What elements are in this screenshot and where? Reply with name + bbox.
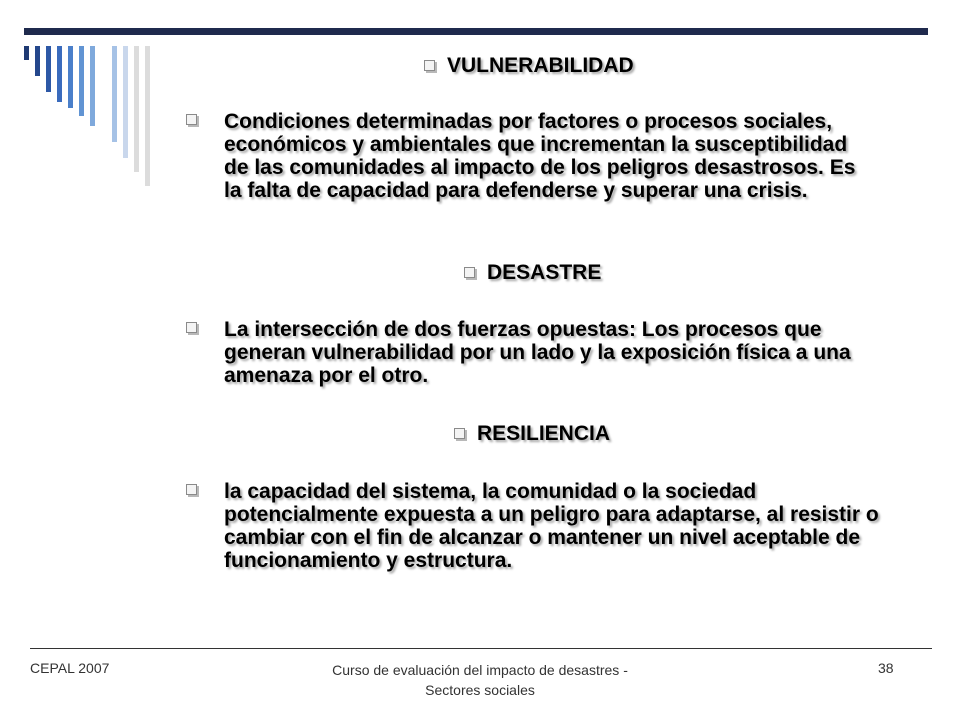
square-bullet-icon [424,60,435,71]
decorative-stripe [112,46,117,142]
decorative-stripe [90,46,95,126]
heading-desastre [464,261,601,284]
heading-resiliencia [454,422,610,445]
square-bullet-icon [186,322,197,333]
paragraph-vulnerabilidad [224,110,864,202]
heading-text: RESILIENCIA [477,422,611,445]
square-bullet-icon [186,114,197,125]
paragraph-text: La intersección de dos fuerzas opuestas: Los procesos que generan vulnerabilidad por un lado y la exposición física a una amenaza por el otro. [224,318,851,387]
decorative-stripe [57,46,62,102]
decorative-stripe [35,46,40,76]
footer-organization: CEPAL 2007 [30,660,110,676]
square-bullet-icon [186,484,197,495]
top-rule [24,28,928,35]
decorative-stripe [134,46,139,172]
paragraph-text: la capacidad del sistema, la comunidad o la sociedad potencialmente expuesta a un peligro para adaptarse, al resistir o cambiar con el fin de alcanzar o mantener un nivel aceptable de funcionamiento y estructura. [224,480,879,572]
decorative-stripe [68,46,73,108]
slide-number: 38 [878,660,894,676]
decorative-stripe [24,46,29,60]
heading-vulnerabilidad [424,54,634,77]
decorative-stripe [145,46,150,186]
paragraph-desastre [224,318,872,387]
decorative-stripe [123,46,128,158]
decorative-stripe [46,46,51,92]
footer-rule [30,648,932,649]
square-bullet-icon [464,267,475,278]
heading-text: VULNERABILIDAD [447,54,634,77]
paragraph-resiliencia [224,480,880,572]
square-bullet-icon [454,428,465,439]
heading-text: DESASTRE [487,261,602,284]
decorative-stripe [79,46,84,116]
paragraph-text: Condiciones determinadas por factores o procesos sociales, económicos y ambientales que incrementan la susceptibilidad de las comunidades al impacto de los peligros desastrosos. Es la falta de capacidad para defenderse y superar una crisis. [224,110,856,202]
footer-course-title: Curso de evaluación del impacto de desastres - Sectores sociales [332,662,628,698]
